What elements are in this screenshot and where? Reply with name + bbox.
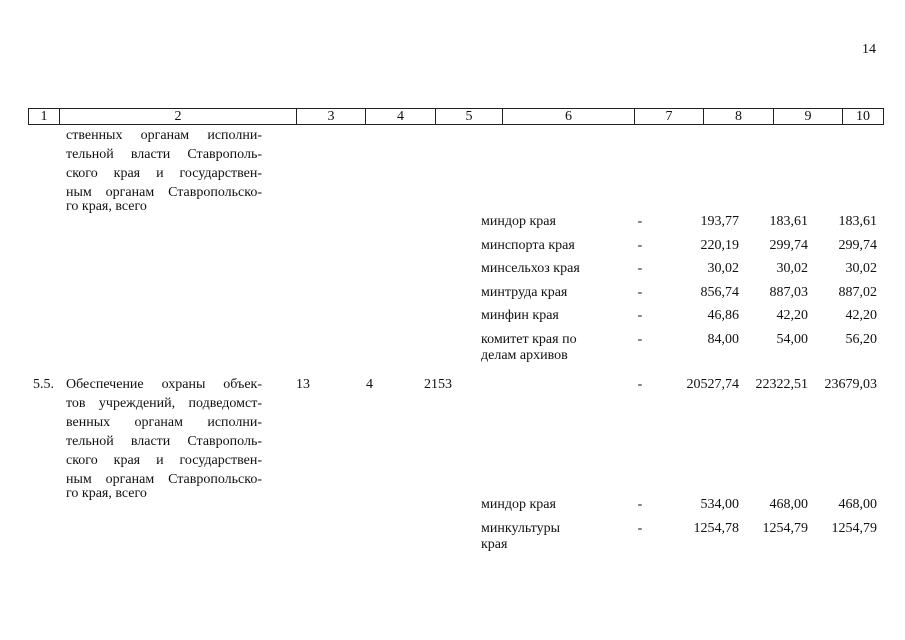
value-col9: 299,74: [769, 238, 808, 253]
value-col9: 887,03: [769, 285, 808, 300]
desc-line: Обеспечение охраны объек-: [66, 377, 262, 392]
header-col-3: 3: [296, 109, 365, 124]
value-col10: 23679,03: [824, 377, 877, 392]
desc-line: тов учреждений, подведомст-: [66, 396, 262, 411]
header-col-5: 5: [435, 109, 502, 124]
value-col10: 468,00: [838, 497, 877, 512]
agency-label: минсельхоз края: [481, 261, 580, 276]
value-col8: 46,86: [707, 308, 739, 323]
header-col-2: 2: [59, 109, 296, 124]
value-col8: 534,00: [700, 497, 739, 512]
agency-label: миндор края: [481, 214, 556, 229]
desc-line: го края, всего: [66, 486, 147, 501]
desc-line: венных органам исполни-: [66, 415, 262, 430]
value-col9: 42,20: [776, 308, 808, 323]
value-col10: 1254,79: [831, 521, 877, 536]
desc-line: ского края и государствен-: [66, 453, 262, 468]
value-col10: 183,61: [838, 214, 877, 229]
page-number: 14: [862, 42, 876, 57]
value-col8: 30,02: [707, 261, 739, 276]
dash-cell: -: [637, 332, 643, 347]
agency-label: минтруда края: [481, 285, 568, 300]
dash-cell: -: [637, 521, 643, 536]
desc-line: ственных органам исполни-: [66, 128, 262, 143]
desc-line: ского края и государствен-: [66, 166, 262, 181]
value-col8: 856,74: [700, 285, 739, 300]
dash-cell: -: [637, 497, 643, 512]
value-col9: 30,02: [776, 261, 808, 276]
header-col-1: 1: [40, 109, 48, 124]
desc-line: го края, всего: [66, 199, 147, 214]
value-col9: 183,61: [769, 214, 808, 229]
header-col-6: 6: [502, 109, 634, 124]
dash-cell: -: [637, 238, 643, 253]
dash-cell: -: [637, 261, 643, 276]
agency-label: комитет края по: [481, 332, 577, 347]
value-col10: 56,20: [845, 332, 877, 347]
dash-cell: -: [637, 308, 643, 323]
agency-label: миндор края: [481, 497, 556, 512]
table-header-row: [28, 108, 884, 125]
value-col3: 13: [296, 377, 310, 392]
value-col8: 20527,74: [686, 377, 739, 392]
value-col9: 1254,79: [762, 521, 808, 536]
header-col-8: 8: [703, 109, 773, 124]
value-col10: 299,74: [838, 238, 877, 253]
agency-label: делам архивов: [481, 348, 568, 363]
item-number: 5.5.: [33, 377, 54, 392]
value-col5: 2153: [424, 377, 452, 392]
agency-label: минспорта края: [481, 238, 575, 253]
value-col9: 468,00: [769, 497, 808, 512]
value-col4: 4: [366, 377, 373, 392]
value-col10: 30,02: [845, 261, 877, 276]
value-col9: 22322,51: [755, 377, 808, 392]
dash-cell: -: [637, 285, 643, 300]
header-col-10: 10: [842, 109, 883, 124]
desc-line: ным органам Ставропольско-: [66, 185, 262, 200]
header-col-9: 9: [773, 109, 842, 124]
desc-line: ным органам Ставропольско-: [66, 472, 262, 487]
agency-label: минфин края: [481, 308, 559, 323]
dash-cell: -: [637, 377, 643, 392]
value-col8: 220,19: [700, 238, 739, 253]
value-col10: 887,02: [838, 285, 877, 300]
value-col8: 1254,78: [693, 521, 739, 536]
desc-line: тельной власти Ставрополь-: [66, 147, 262, 162]
header-col-7: 7: [634, 109, 703, 124]
value-col8: 193,77: [700, 214, 739, 229]
dash-cell: -: [637, 214, 643, 229]
agency-label: края: [481, 537, 508, 552]
value-col10: 42,20: [845, 308, 877, 323]
header-col-4: 4: [365, 109, 435, 124]
value-col8: 84,00: [707, 332, 739, 347]
value-col9: 54,00: [776, 332, 808, 347]
agency-label: минкультуры: [481, 521, 561, 536]
desc-line: тельной власти Ставрополь-: [66, 434, 262, 449]
